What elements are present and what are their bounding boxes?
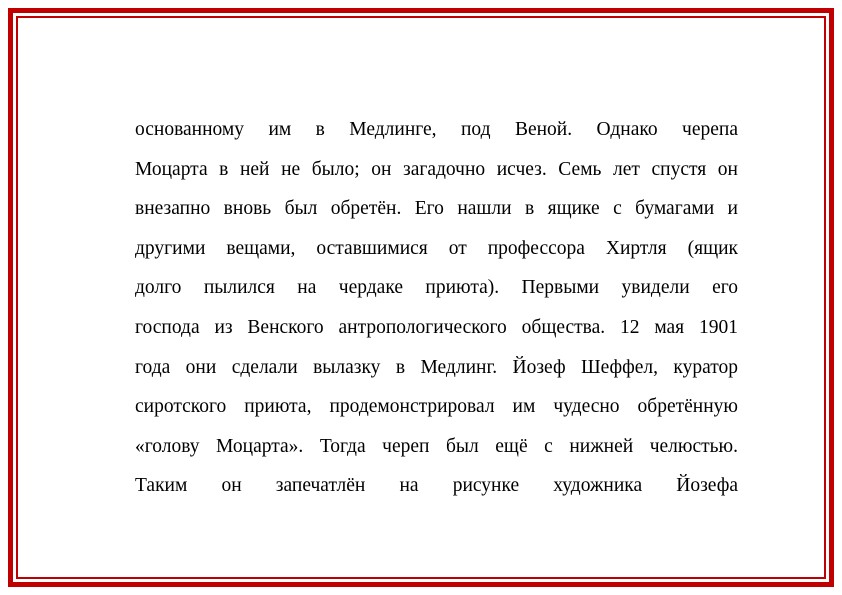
text-line: основанному им в Медлинге, под Веной. Однако черепа xyxy=(135,119,738,140)
text-line: Таким он запечатлён на рисунке художника Йозефа xyxy=(135,475,738,497)
text-line: сиротского приюта, продемонстрировал им чудесно обретённую xyxy=(135,396,738,418)
text-line: Моцарта в ней не было; он загадочно исчез. Семь лет спустя он xyxy=(135,158,738,180)
text-line: года они сделали вылазку в Медлинг. Йозеф Шеффел, куратор xyxy=(135,356,738,378)
text-line: «голову Моцарта». Тогда череп был ещё с нижней челюстью. xyxy=(135,435,738,457)
text-line: внезапно вновь был обретён. Его нашли в ящике с бумагами и xyxy=(135,198,738,220)
text-line: долго пылился на чердаке приюта). Первыми увидели его xyxy=(135,277,738,299)
body-text xyxy=(135,110,738,506)
text-line: другими вещами, оставшимися от профессора Хиртля (ящик xyxy=(135,237,738,259)
text-line: господа из Венского антропологического общества. 12 мая 1901 xyxy=(135,316,738,338)
